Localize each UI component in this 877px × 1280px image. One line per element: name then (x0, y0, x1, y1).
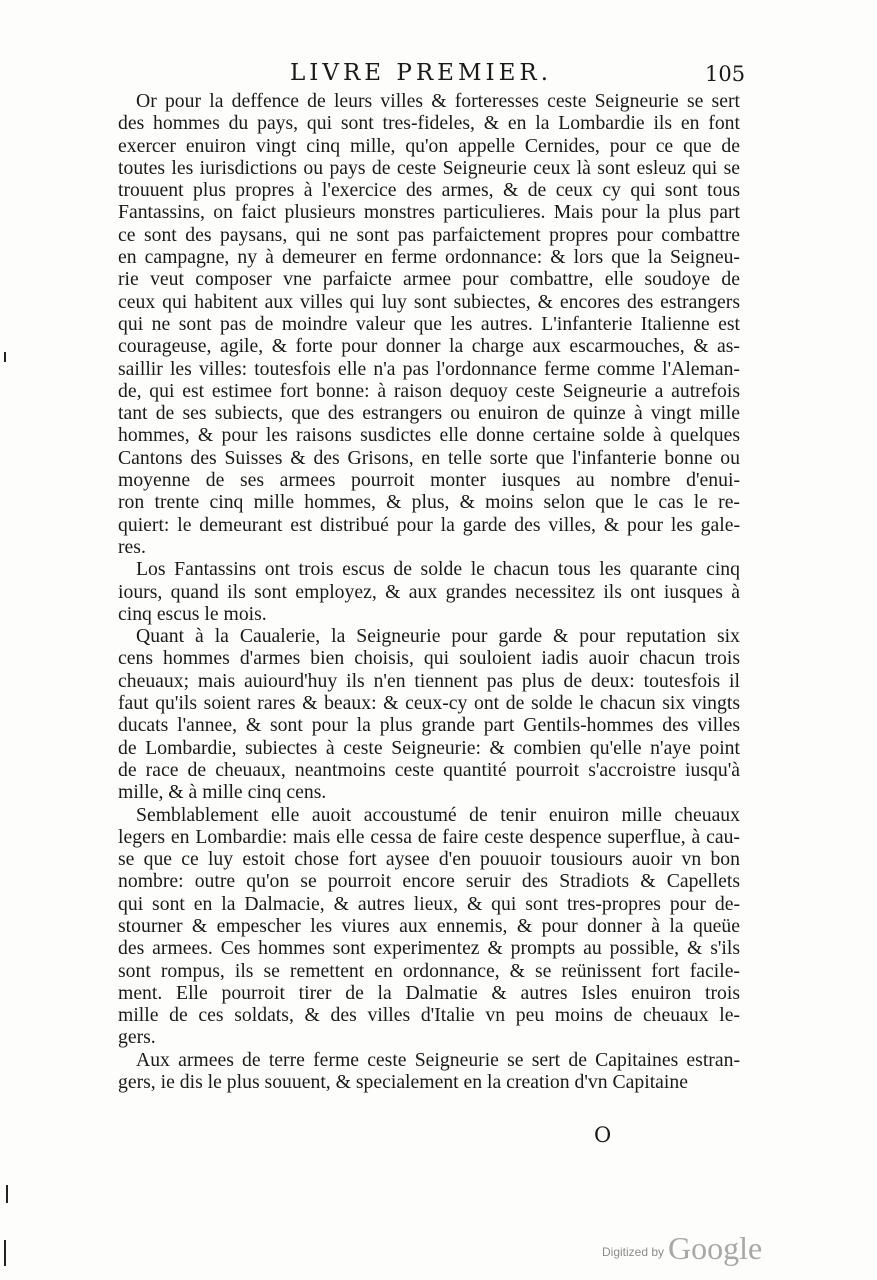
text-line: Semblablement elle auoit accoustumé de tenir enuiron mille cheuaux (136, 803, 740, 826)
text-line: sont rompus, ils se remettent en ordonnance, & se reünissent fort facile- (118, 959, 740, 982)
text-line: cinq escus le mois. (118, 602, 267, 625)
text-line: saillir les villes: toutesfois elle n'a pas l'ordonnance ferme comme l'Aleman- (118, 357, 740, 380)
body-text (118, 90, 740, 1093)
digitized-by-label: Digitized by (602, 1245, 665, 1259)
text-line: de, qui est estimee fort bonne: à raison dequoy ceste Seigneurie a autrefois (118, 379, 740, 402)
paragraph (118, 1049, 740, 1094)
page-number: 105 (705, 62, 746, 86)
text-line: quiert: le demeurant est distribué pour la garde des villes, & pour les gale- (118, 513, 740, 536)
paragraph (118, 90, 740, 558)
text-line: mille de ces soldats, & des villes d'Italie vn peu moins de cheuaux le- (118, 1004, 740, 1027)
text-line: ron trente cinq mille hommes, & plus, & moins selon que le cas le re- (118, 491, 740, 514)
text-line: Fantassins, on faict plusieurs monstres particulieres. Mais pour la plus part (118, 201, 740, 224)
margin-mark (6, 1185, 8, 1203)
page-header (0, 60, 877, 90)
margin-mark (4, 1240, 6, 1266)
text-line: Quant à la Caualerie, la Seigneurie pour garde & pour reputation six (136, 625, 740, 648)
text-line: ce sont des paysans, qui ne sont pas parfaictement propres pour combattre (118, 223, 740, 246)
text-line: qui sont en la Dalmacie, & autres lieux, & qui sont tres-propres pour de- (118, 892, 740, 915)
text-line: mille, & à mille cinq cens. (118, 781, 327, 804)
paragraph (118, 625, 740, 803)
paragraph (118, 558, 740, 625)
running-title: LIVRE PREMIER. (290, 60, 553, 86)
text-line: gers. (118, 1026, 156, 1049)
margin-mark (4, 352, 6, 362)
text-line: Or pour la deffence de leurs villes & forteresses ceste Seigneurie se sert (136, 90, 740, 112)
text-line: nombre: outre qu'on se pourroit encore seruir des Stradiots & Capellets (118, 870, 740, 893)
text-line: de race de cheuaux, neantmoins ceste quantité pourroit s'accroistre iusqu'à (118, 758, 740, 781)
text-line: des armees. Ces hommes sont experimentez & prompts au possible, & s'ils (118, 937, 740, 960)
text-line: qui ne sont pas de moindre valeur que les autres. L'infanterie Italienne est (118, 312, 740, 335)
google-logo: Google (668, 1230, 763, 1266)
text-line: iours, quand ils sont employez, & aux grandes necessitez ils ont iusques à (118, 580, 740, 603)
text-line: rie veut composer vne parfaicte armee pour combattre, elle soudoye de (118, 268, 740, 291)
text-line: cheuaux; mais auiourd'huy ils n'en tiennent pas plus de deux: toutesfois il (118, 669, 740, 692)
text-line: de Lombardie, subiectes à ceste Seigneurie: & combien qu'elle n'aye point (118, 736, 740, 759)
text-line: Aux armees de terre ferme ceste Seigneurie se sert de Capitaines estran- (136, 1048, 740, 1071)
text-line: Cantons des Suisses & des Grisons, en telle sorte que l'infanterie bonne ou (118, 446, 740, 469)
text-line: stourner & empescher les viures aux ennemis, & pour donner à la queüe (118, 914, 740, 937)
signature-mark: O (594, 1123, 612, 1147)
google-digitized-watermark (602, 1223, 762, 1267)
text-line: faut qu'ils soient rares & beaux: & ceux-cy ont de solde le chacun six vingts (118, 692, 740, 715)
text-line: des hommes du pays, qui sont tres-fideles, & en la Lombardie ils en font (118, 112, 740, 135)
text-line: Los Fantassins ont trois escus de solde le chacun tous les quarante cinq (136, 558, 740, 581)
text-line: trouuent plus propres à l'exercice des armes, & de ceux cy qui sont tous (118, 179, 740, 202)
text-line: ceux qui habitent aux villes qui luy sont subiectes, & encores des estrangers (118, 290, 740, 313)
text-line: res. (118, 535, 146, 558)
text-line: ment. Elle pourroit tirer de la Dalmatie & autres Isles enuiron trois (118, 981, 740, 1004)
text-line: toutes les iurisdictions ou pays de ceste Seigneurie ceux là sont esleuz qui se (118, 156, 740, 179)
text-line: ducats l'annee, & sont pour la plus grande part Gentils-hommes des villes (118, 714, 740, 737)
text-line: en campagne, ny à demeurer en ferme ordonnance: & lors que la Seigneu- (118, 246, 740, 269)
text-line: cens hommes d'armes bien choisis, qui souloient iadis auoir chacun trois (118, 647, 740, 670)
text-line: tant de ses subiects, que des estrangers ou enuiron de quinze à vingt mille (118, 402, 740, 425)
text-line: exercer enuiron vingt cinq mille, qu'on appelle Cernides, pour ce que de (118, 134, 740, 157)
text-line: se que ce luy estoit chose fort aysee d'en pouuoir tousiours auoir vn bon (118, 848, 740, 871)
paragraph (118, 804, 740, 1049)
text-line: legers en Lombardie: mais elle cessa de faire ceste despence superflue, à cau- (118, 825, 740, 848)
text-line: courageuse, agile, & forte pour donner la charge aux escarmouches, & as- (118, 335, 740, 358)
text-line: hommes, & pour les raisons susdictes elle donne certaine solde à quelques (118, 424, 740, 447)
text-line: gers, ie dis le plus souuent, & specialement en la creation d'vn Capitaine (118, 1071, 688, 1094)
text-line: moyenne de ses armees pourroit monter iusques au nombre d'enui- (118, 469, 740, 492)
